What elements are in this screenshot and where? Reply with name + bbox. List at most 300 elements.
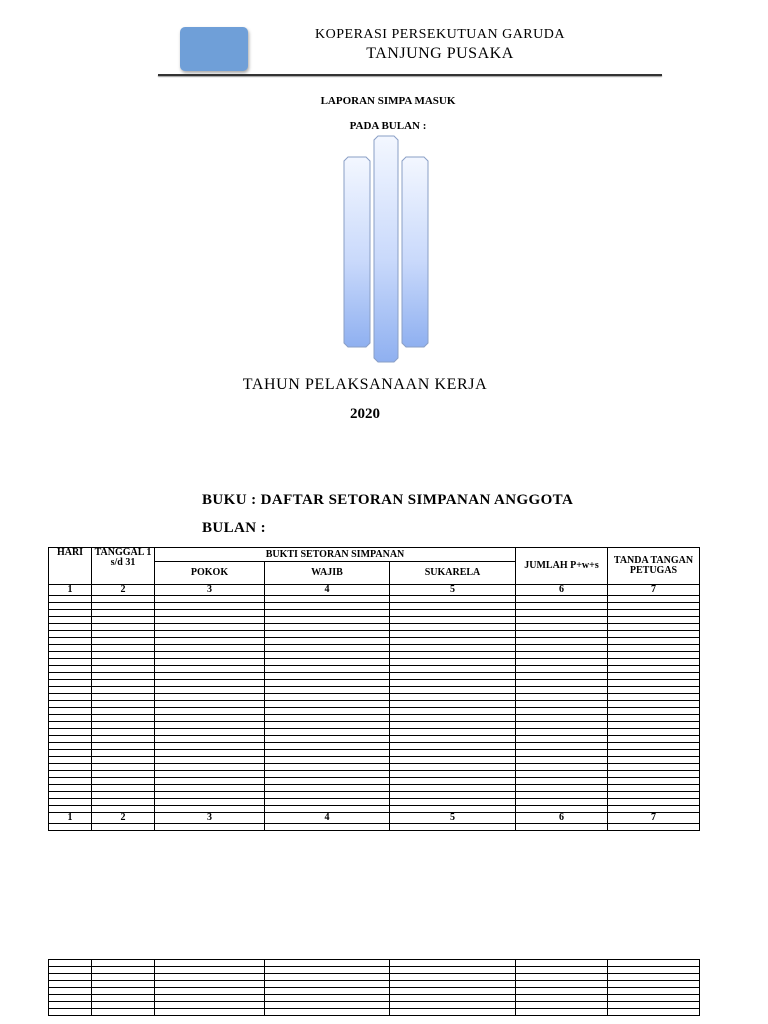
column-number: 6: [516, 813, 608, 824]
deposit-table-continued: [48, 959, 700, 1016]
logo: [180, 27, 248, 71]
table-cell: [92, 603, 155, 610]
table-cell: [155, 666, 265, 673]
table-cell: [608, 708, 700, 715]
table-cell: [608, 736, 700, 743]
table-cell: [608, 596, 700, 603]
table-cell: [265, 603, 390, 610]
table-cell: [390, 624, 516, 631]
table-cell: [516, 806, 608, 813]
table-cell: [92, 988, 155, 995]
table-cell: [390, 771, 516, 778]
table-cell: [390, 603, 516, 610]
table-cell: [390, 764, 516, 771]
table-cell: [608, 666, 700, 673]
table-cell: [390, 1009, 516, 1016]
table-cell: [608, 743, 700, 750]
table-cell: [608, 652, 700, 659]
table-cell: [49, 729, 92, 736]
table-cell: [608, 785, 700, 792]
table-row: [49, 687, 700, 694]
year-value: 2020: [350, 406, 380, 422]
table-cell: [265, 757, 390, 764]
table-cell: [516, 960, 608, 967]
column-number: 4: [265, 585, 390, 596]
table-row: [49, 694, 700, 701]
table-cell: [49, 680, 92, 687]
column-number: 7: [608, 585, 700, 596]
table-cell: [49, 673, 92, 680]
table-cell: [516, 715, 608, 722]
table-cell: [265, 659, 390, 666]
table-cell: [155, 764, 265, 771]
table-row: [49, 743, 700, 750]
table-cell: [155, 995, 265, 1002]
table-cell: [49, 799, 92, 806]
table-cell: [265, 666, 390, 673]
table-row: [49, 974, 700, 981]
table-cell: [92, 645, 155, 652]
month-label: BULAN :: [202, 520, 267, 536]
table-cell: [49, 743, 92, 750]
table-cell: [265, 708, 390, 715]
table-row: [49, 680, 700, 687]
table-cell: [49, 757, 92, 764]
table-cell: [92, 792, 155, 799]
table-cell: [155, 785, 265, 792]
pillar-right: [402, 157, 428, 347]
table-cell: [265, 974, 390, 981]
table-cell: [516, 603, 608, 610]
report-title: LAPORAN SIMPA MASUK: [320, 95, 456, 107]
table-cell: [390, 960, 516, 967]
table-cell: [608, 638, 700, 645]
table-cell: [92, 778, 155, 785]
table-cell: [516, 764, 608, 771]
table-cell: [92, 673, 155, 680]
table-cell: [390, 988, 516, 995]
table-cell: [92, 995, 155, 1002]
table-cell: [92, 750, 155, 757]
table-cell: [265, 673, 390, 680]
table-cell: [608, 806, 700, 813]
table-cell: [155, 824, 265, 831]
table-row: [49, 631, 700, 638]
table-cell: [390, 701, 516, 708]
table-cell: [265, 1002, 390, 1009]
table-cell: [265, 967, 390, 974]
table-cell: [49, 1002, 92, 1009]
table-row: [49, 729, 700, 736]
table-cell: [265, 687, 390, 694]
table-cell: [265, 1009, 390, 1016]
deposit-table: [48, 547, 700, 831]
table-cell: [390, 638, 516, 645]
table-cell: [516, 792, 608, 799]
table-row: [49, 596, 700, 603]
table-cell: [516, 988, 608, 995]
table-cell: [49, 694, 92, 701]
table-cell: [49, 960, 92, 967]
table-cell: [265, 652, 390, 659]
table-cell: [265, 750, 390, 757]
table-cell: [390, 652, 516, 659]
table-cell: [516, 799, 608, 806]
table-cell: [516, 736, 608, 743]
table-cell: [92, 960, 155, 967]
table-cell: [49, 967, 92, 974]
table-cell: [265, 778, 390, 785]
table-cell: [608, 687, 700, 694]
table-cell: [155, 792, 265, 799]
table-cell: [265, 960, 390, 967]
table-cell: [155, 722, 265, 729]
column-number: 3: [155, 585, 265, 596]
table-cell: [92, 1002, 155, 1009]
table-cell: [265, 596, 390, 603]
table-cell: [155, 617, 265, 624]
table-cell: [49, 1009, 92, 1016]
table-cell: [265, 715, 390, 722]
table-cell: [49, 659, 92, 666]
table-cell: [265, 736, 390, 743]
table-cell: [608, 701, 700, 708]
table-cell: [608, 1009, 700, 1016]
header-sukarela: SUKARELA: [390, 562, 516, 585]
table-row: [49, 722, 700, 729]
column-number-row: [49, 585, 700, 596]
table-cell: [608, 673, 700, 680]
table-cell: [155, 967, 265, 974]
table-cell: [92, 659, 155, 666]
table-row: [49, 785, 700, 792]
table-cell: [155, 806, 265, 813]
header-pokok: POKOK: [155, 562, 265, 585]
table-cell: [92, 806, 155, 813]
table-cell: [155, 750, 265, 757]
table-cell: [155, 736, 265, 743]
table-cell: [516, 701, 608, 708]
table-cell: [390, 666, 516, 673]
table-cell: [390, 610, 516, 617]
table-cell: [155, 729, 265, 736]
table-cell: [390, 967, 516, 974]
table-cell: [92, 981, 155, 988]
table-cell: [516, 666, 608, 673]
table-cell: [516, 694, 608, 701]
table-cell: [92, 617, 155, 624]
column-number: 7: [608, 813, 700, 824]
table-cell: [516, 624, 608, 631]
table-cell: [516, 778, 608, 785]
table-cell: [49, 666, 92, 673]
table-cell: [265, 638, 390, 645]
table-cell: [265, 729, 390, 736]
table-cell: [265, 701, 390, 708]
header-tanggal: TANGGAL 1 s/d 31: [92, 548, 155, 585]
table-cell: [49, 792, 92, 799]
table-cell: [516, 617, 608, 624]
table-cell: [516, 652, 608, 659]
table-cell: [155, 1009, 265, 1016]
table-cell: [608, 715, 700, 722]
table-cell: [49, 715, 92, 722]
table-cell: [155, 981, 265, 988]
column-number: 1: [49, 813, 92, 824]
column-number: 2: [92, 813, 155, 824]
table-cell: [155, 659, 265, 666]
table-cell: [155, 960, 265, 967]
table-cell: [516, 638, 608, 645]
table-cell: [92, 652, 155, 659]
table-cell: [155, 715, 265, 722]
table-cell: [390, 680, 516, 687]
table-cell: [390, 617, 516, 624]
table-cell: [49, 645, 92, 652]
table-cell: [92, 1009, 155, 1016]
table-cell: [265, 799, 390, 806]
table-cell: [390, 631, 516, 638]
table-row: [49, 967, 700, 974]
table-cell: [608, 750, 700, 757]
table-cell: [265, 610, 390, 617]
table-cell: [390, 750, 516, 757]
header-hari: HARI: [49, 548, 92, 585]
table-cell: [390, 743, 516, 750]
table-cell: [608, 792, 700, 799]
table-cell: [49, 988, 92, 995]
table-cell: [92, 708, 155, 715]
table-cell: [608, 645, 700, 652]
table-cell: [92, 757, 155, 764]
table-cell: [92, 736, 155, 743]
table-cell: [155, 1002, 265, 1009]
table-cell: [608, 631, 700, 638]
table-cell: [49, 652, 92, 659]
table-cell: [92, 824, 155, 831]
table-cell: [155, 757, 265, 764]
table-cell: [49, 617, 92, 624]
header-jumlah: JUMLAH P+w+s: [516, 548, 608, 585]
column-number: 2: [92, 585, 155, 596]
table-cell: [516, 708, 608, 715]
table-cell: [516, 659, 608, 666]
table-row: [49, 624, 700, 631]
table-cell: [516, 687, 608, 694]
table-row: [49, 771, 700, 778]
table-cell: [49, 974, 92, 981]
table-cell: [516, 785, 608, 792]
table-row: [49, 715, 700, 722]
table-cell: [608, 824, 700, 831]
table-cell: [390, 645, 516, 652]
table-cell: [49, 708, 92, 715]
table-cell: [265, 680, 390, 687]
table-cell: [516, 1002, 608, 1009]
table-row: [49, 757, 700, 764]
table-cell: [516, 610, 608, 617]
table-cell: [155, 799, 265, 806]
table-cell: [49, 701, 92, 708]
table-cell: [516, 981, 608, 988]
table-cell: [155, 673, 265, 680]
table-row: [49, 806, 700, 813]
table-cell: [608, 771, 700, 778]
table-cell: [608, 722, 700, 729]
table-cell: [92, 631, 155, 638]
table-cell: [92, 799, 155, 806]
table-row: [49, 750, 700, 757]
table-cell: [390, 778, 516, 785]
column-number: 5: [390, 585, 516, 596]
table-cell: [516, 1009, 608, 1016]
table-cell: [155, 652, 265, 659]
table-row: [49, 659, 700, 666]
table-cell: [155, 680, 265, 687]
table-cell: [49, 778, 92, 785]
table-cell: [265, 743, 390, 750]
table-cell: [155, 596, 265, 603]
table-cell: [49, 687, 92, 694]
table-cell: [608, 1002, 700, 1009]
table-row: [49, 995, 700, 1002]
table-cell: [390, 715, 516, 722]
table-cell: [608, 778, 700, 785]
table-cell: [390, 974, 516, 981]
table-cell: [49, 610, 92, 617]
table-cell: [155, 645, 265, 652]
table-cell: [155, 638, 265, 645]
table-cell: [608, 617, 700, 624]
table-cell: [92, 624, 155, 631]
table-cell: [265, 792, 390, 799]
table-cell: [92, 666, 155, 673]
table-cell: [608, 757, 700, 764]
table-cell: [608, 680, 700, 687]
table-cell: [265, 771, 390, 778]
table-cell: [265, 722, 390, 729]
table-cell: [155, 694, 265, 701]
table-cell: [265, 617, 390, 624]
table-row: [49, 1009, 700, 1016]
pillar-center: [374, 136, 398, 362]
table-cell: [608, 603, 700, 610]
table-cell: [608, 981, 700, 988]
table-cell: [390, 673, 516, 680]
table-cell: [516, 771, 608, 778]
table-cell: [92, 764, 155, 771]
table-row: [49, 824, 700, 831]
table-cell: [49, 785, 92, 792]
table-cell: [49, 603, 92, 610]
table-row: [49, 652, 700, 659]
header-wajib: WAJIB: [265, 562, 390, 585]
table-cell: [92, 785, 155, 792]
table-cell: [390, 806, 516, 813]
table-cell: [516, 743, 608, 750]
table-cell: [49, 631, 92, 638]
table-cell: [49, 981, 92, 988]
table-cell: [608, 960, 700, 967]
table-cell: [155, 778, 265, 785]
table-cell: [516, 824, 608, 831]
table-cell: [92, 638, 155, 645]
table-row: [49, 666, 700, 673]
table-cell: [265, 631, 390, 638]
table-row: [49, 960, 700, 967]
table-cell: [92, 610, 155, 617]
table-cell: [92, 743, 155, 750]
table-cell: [155, 743, 265, 750]
org-name-line2: TANJUNG PUSAKA: [366, 45, 514, 62]
table-row: [49, 638, 700, 645]
table-row: [49, 736, 700, 743]
table-cell: [608, 799, 700, 806]
table-cell: [155, 631, 265, 638]
table-cell: [516, 722, 608, 729]
table-cell: [516, 757, 608, 764]
table-cell: [155, 708, 265, 715]
table-cell: [608, 974, 700, 981]
table-cell: [155, 988, 265, 995]
table-cell: [390, 729, 516, 736]
table-cell: [390, 785, 516, 792]
org-name-line1: KOPERASI PERSEKUTUAN GARUDA: [315, 27, 565, 42]
decorative-pillars: [340, 133, 432, 365]
table-cell: [92, 722, 155, 729]
table-cell: [390, 995, 516, 1002]
table-cell: [49, 995, 92, 1002]
column-number: 4: [265, 813, 390, 824]
table-cell: [49, 764, 92, 771]
header-divider: [158, 74, 662, 76]
table-cell: [265, 764, 390, 771]
table-cell: [608, 967, 700, 974]
table-cell: [265, 694, 390, 701]
table-cell: [265, 995, 390, 1002]
table-cell: [516, 729, 608, 736]
table-cell: [390, 757, 516, 764]
table-cell: [49, 771, 92, 778]
table-row: [49, 701, 700, 708]
table-cell: [92, 771, 155, 778]
column-number: 3: [155, 813, 265, 824]
table-row: [49, 673, 700, 680]
table-cell: [608, 659, 700, 666]
table-cell: [608, 995, 700, 1002]
table-cell: [49, 736, 92, 743]
table-cell: [155, 687, 265, 694]
table-cell: [49, 596, 92, 603]
pillar-left: [344, 157, 370, 347]
table-cell: [265, 806, 390, 813]
table-cell: [390, 1002, 516, 1009]
column-number: 5: [390, 813, 516, 824]
table-cell: [92, 701, 155, 708]
table-cell: [390, 596, 516, 603]
table-cell: [390, 824, 516, 831]
table-cell: [92, 680, 155, 687]
table-cell: [155, 771, 265, 778]
table-row: [49, 617, 700, 624]
year-title: TAHUN PELAKSANAAN KERJA: [242, 376, 488, 393]
table-cell: [265, 824, 390, 831]
table-cell: [516, 974, 608, 981]
table-cell: [608, 610, 700, 617]
table-cell: [92, 694, 155, 701]
table-cell: [516, 673, 608, 680]
table-cell: [516, 631, 608, 638]
